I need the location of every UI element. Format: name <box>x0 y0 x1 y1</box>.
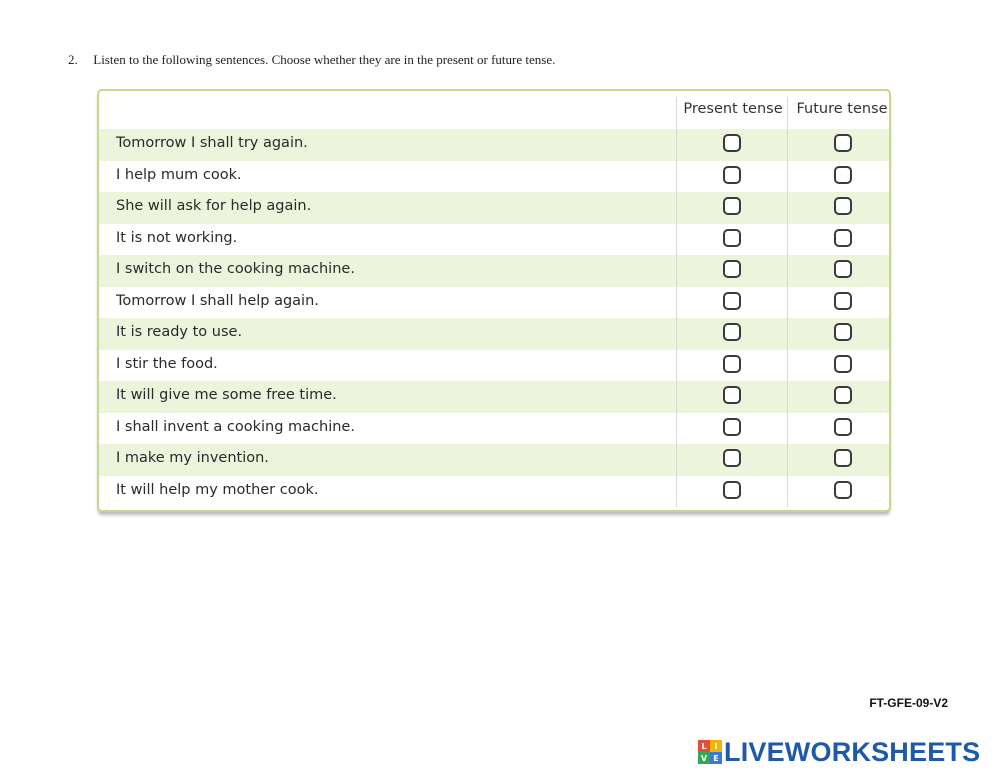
present-tense-checkbox[interactable] <box>723 481 741 499</box>
sentence-text: Tomorrow I shall help again. <box>116 292 319 309</box>
sentence-text: I shall invent a cooking machine. <box>116 418 355 435</box>
future-tense-checkbox[interactable] <box>834 229 852 247</box>
present-tense-cell <box>676 381 787 413</box>
table-body <box>99 129 889 507</box>
logo-letter: L <box>698 740 710 752</box>
present-tense-checkbox[interactable] <box>723 197 741 215</box>
logo-letter: E <box>710 752 722 764</box>
future-tense-cell <box>787 192 891 224</box>
sentence-text: It is ready to use. <box>116 324 243 340</box>
table-row <box>99 444 889 476</box>
present-tense-cell <box>676 129 787 161</box>
sentence-text: She will ask for help again. <box>116 198 312 214</box>
present-tense-cell <box>676 224 787 256</box>
question-number: 2. <box>68 52 78 67</box>
future-tense-checkbox[interactable] <box>834 197 852 215</box>
sentence-text: It is not working. <box>116 229 238 246</box>
present-tense-checkbox[interactable] <box>723 292 741 310</box>
present-tense-cell <box>676 287 787 319</box>
header-present-tense: Present tense <box>683 101 783 117</box>
future-tense-cell <box>787 350 891 382</box>
present-tense-checkbox[interactable] <box>723 449 741 467</box>
instruction-text: Listen to the following sentences. Choose whether they are in the present or future tense. <box>93 52 556 67</box>
present-tense-checkbox[interactable] <box>723 386 741 404</box>
table-row <box>99 129 889 161</box>
future-tense-cell <box>787 287 891 319</box>
liveworksheets-logo-icon <box>698 740 722 764</box>
future-tense-checkbox[interactable] <box>834 134 852 152</box>
present-tense-checkbox[interactable] <box>723 134 741 152</box>
logo-letter: I <box>710 740 722 752</box>
present-tense-cell <box>676 161 787 193</box>
instruction <box>68 52 555 68</box>
present-tense-cell <box>676 350 787 382</box>
table-header <box>99 91 889 129</box>
logo-letter: V <box>698 752 710 764</box>
future-tense-cell <box>787 129 891 161</box>
sentence-text: It will give me some free time. <box>116 387 337 403</box>
present-tense-cell <box>676 476 787 508</box>
present-tense-cell <box>676 413 787 445</box>
present-tense-cell <box>676 444 787 476</box>
future-tense-checkbox[interactable] <box>834 386 852 404</box>
present-tense-checkbox[interactable] <box>723 355 741 373</box>
future-tense-checkbox[interactable] <box>834 355 852 373</box>
brand-footer <box>698 738 980 766</box>
present-tense-checkbox[interactable] <box>723 418 741 436</box>
present-tense-checkbox[interactable] <box>723 323 741 341</box>
present-tense-checkbox[interactable] <box>723 166 741 184</box>
present-tense-cell <box>676 255 787 287</box>
sentence-text: I help mum cook. <box>116 166 242 183</box>
present-tense-cell <box>676 192 787 224</box>
future-tense-checkbox[interactable] <box>834 449 852 467</box>
future-tense-checkbox[interactable] <box>834 323 852 341</box>
sentence-text: Tomorrow I shall try again. <box>116 135 308 151</box>
table-row <box>99 192 889 224</box>
table-row <box>99 476 889 508</box>
tense-table <box>97 89 891 512</box>
table-row <box>99 350 889 382</box>
worksheet-code: FT-GFE-09-V2 <box>869 696 948 710</box>
table-row <box>99 381 889 413</box>
present-tense-checkbox[interactable] <box>723 260 741 278</box>
header-divider <box>676 97 677 129</box>
future-tense-cell <box>787 413 891 445</box>
future-tense-cell <box>787 224 891 256</box>
table-row <box>99 287 889 319</box>
future-tense-checkbox[interactable] <box>834 481 852 499</box>
sentence-text: It will help my mother cook. <box>116 481 319 498</box>
future-tense-checkbox[interactable] <box>834 418 852 436</box>
future-tense-cell <box>787 255 891 287</box>
sentence-text: I make my invention. <box>116 450 269 466</box>
table-row <box>99 318 889 350</box>
sentence-text: I switch on the cooking machine. <box>116 261 355 277</box>
brand-name: LIVEWORKSHEETS <box>724 736 981 767</box>
table-row <box>99 413 889 445</box>
future-tense-checkbox[interactable] <box>834 260 852 278</box>
table-row <box>99 255 889 287</box>
present-tense-cell <box>676 318 787 350</box>
sentence-text: I stir the food. <box>116 355 218 372</box>
future-tense-checkbox[interactable] <box>834 292 852 310</box>
future-tense-cell <box>787 476 891 508</box>
header-future-tense: Future tense <box>796 101 888 117</box>
future-tense-checkbox[interactable] <box>834 166 852 184</box>
future-tense-cell <box>787 381 891 413</box>
table-row <box>99 161 889 193</box>
present-tense-checkbox[interactable] <box>723 229 741 247</box>
future-tense-cell <box>787 444 891 476</box>
future-tense-cell <box>787 161 891 193</box>
future-tense-cell <box>787 318 891 350</box>
table-row <box>99 224 889 256</box>
